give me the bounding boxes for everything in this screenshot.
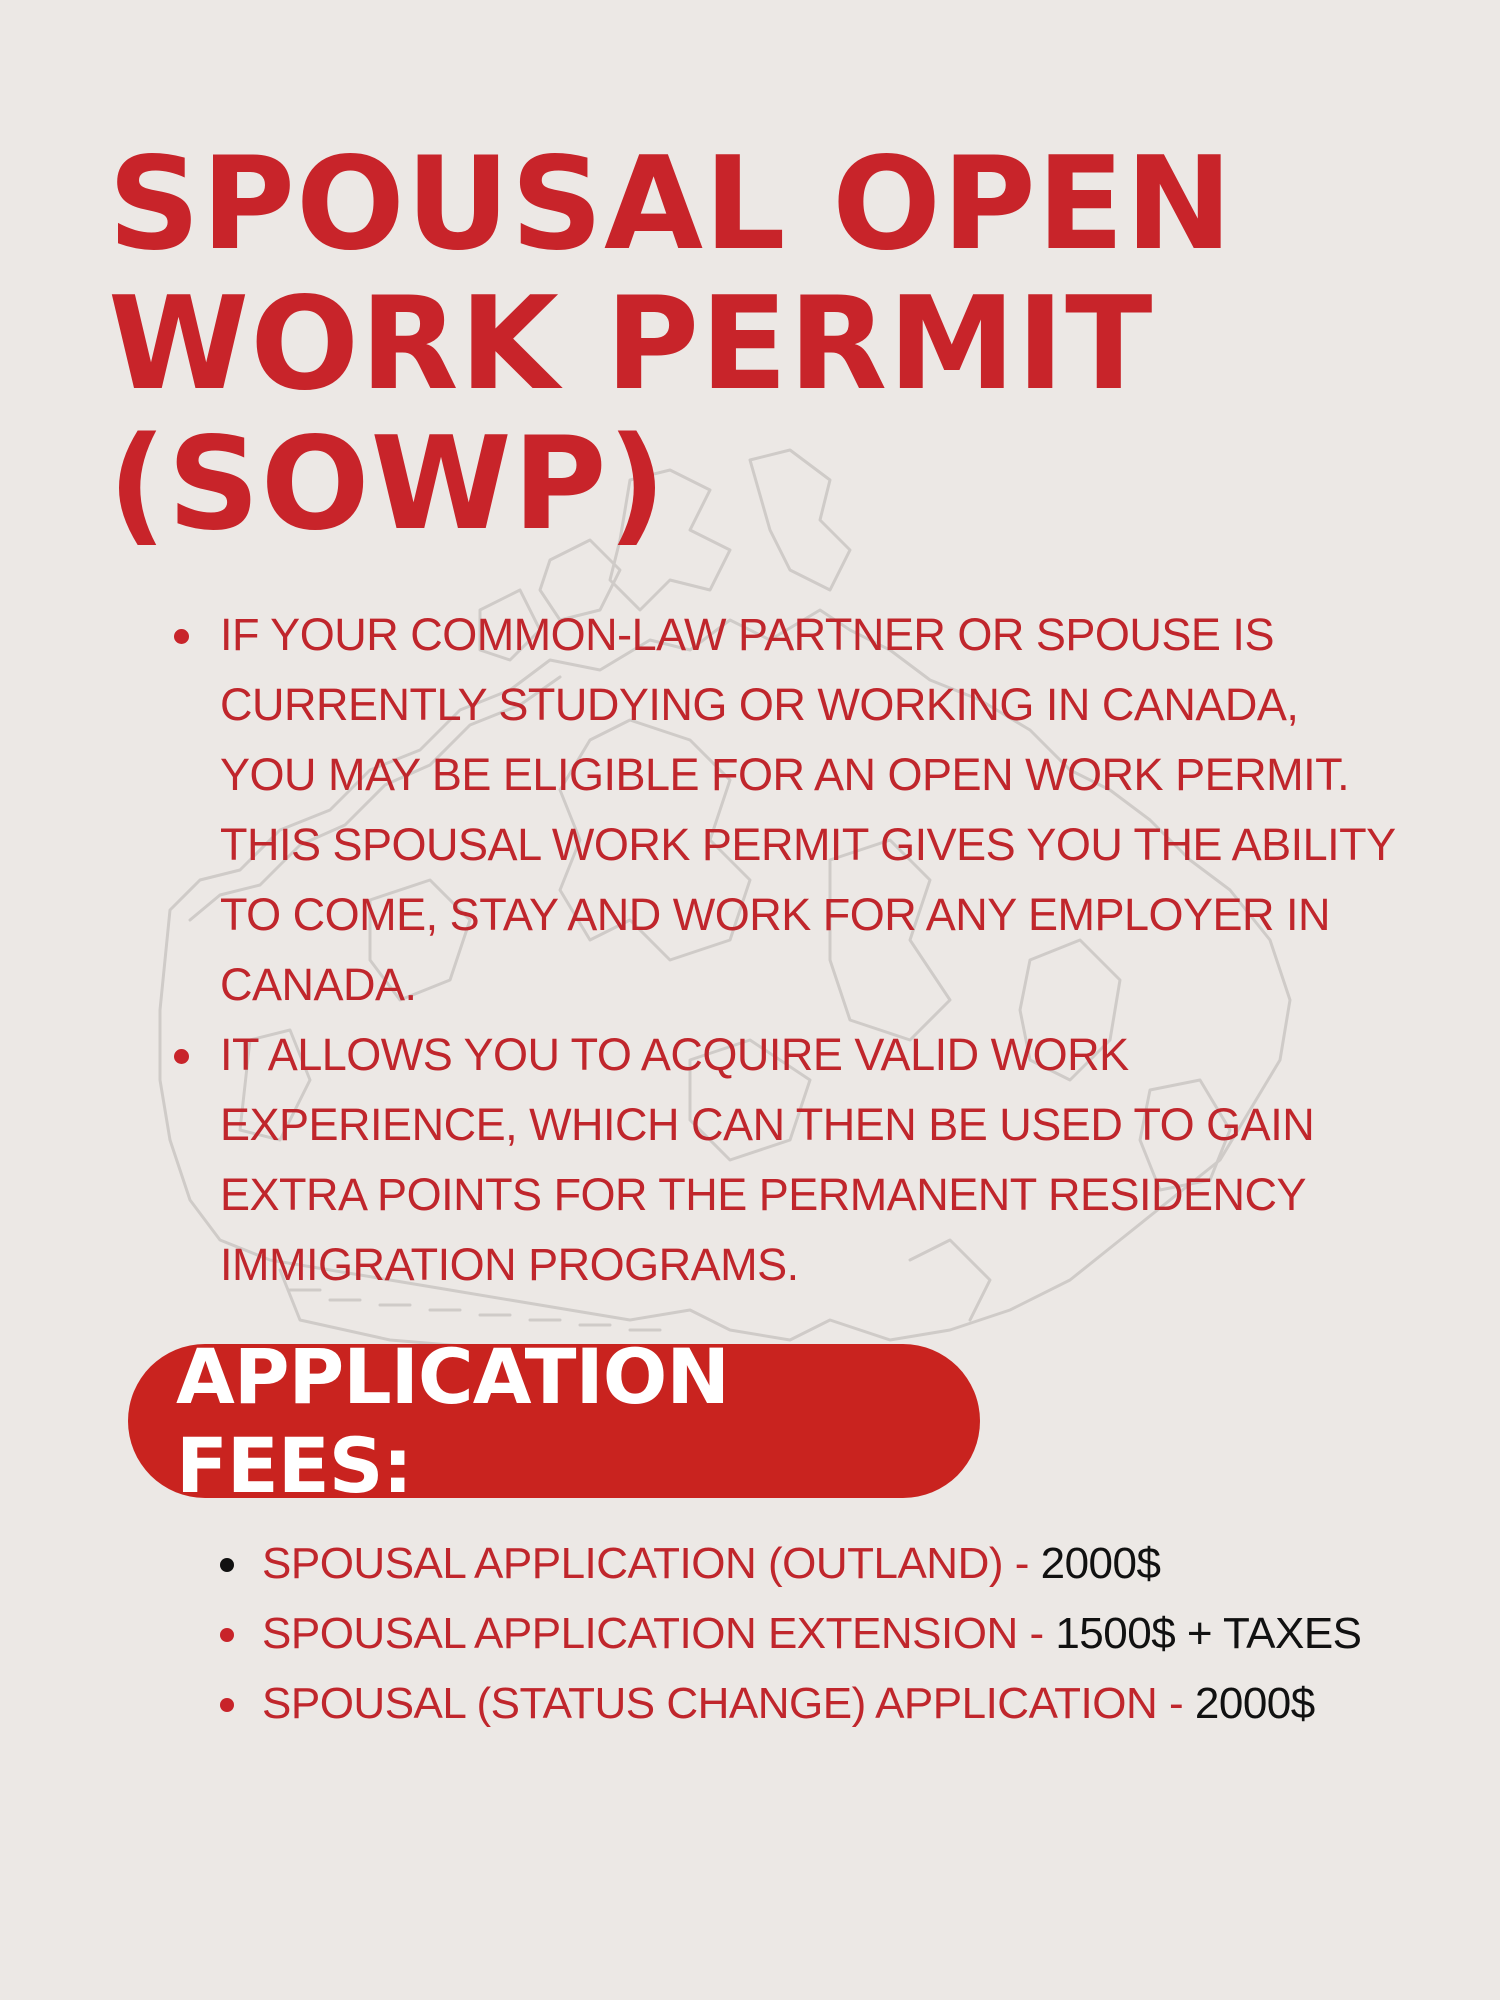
fee-label: SPOUSAL (STATUS CHANGE) APPLICATION - (262, 1679, 1195, 1728)
fee-item-extension (218, 1600, 1398, 1668)
fee-list (218, 1530, 1398, 1740)
fee-item-outland (218, 1530, 1398, 1598)
fee-amount: 2000$ (1040, 1539, 1161, 1588)
fee-amount: 1500$ + TAXES (1055, 1609, 1362, 1658)
fee-item-status-change (218, 1670, 1398, 1738)
info-point-common-law-eligibility: IF YOUR COMMON-LAW PARTNER OR SPOUSE IS CURRENTLY STUDYING OR WORKING IN CANADA, YOU MAY BE ELIGIBLE FOR AN OPEN WORK PERMIT. THIS SPOUSAL WORK PERMIT GIVES YOU THE ABILITY TO COME, STAY AND WORK FOR ANY EMPLOYER IN CANADA. (172, 600, 1402, 1020)
info-point-work-experience: IT ALLOWS YOU TO ACQUIRE VALID WORK EXPERIENCE, WHICH CAN THEN BE USED TO GAIN EXTRA POINTS FOR THE PERMANENT RESIDENCY IMMIGRATION PROGRAMS. (172, 1020, 1402, 1300)
application-fees-heading: APPLICATION FEES: (176, 1332, 729, 1510)
page-title: SPOUSAL OPEN WORK PERMIT (SOWP) (108, 130, 1234, 559)
info-list (172, 600, 1402, 1300)
application-fees-heading-banner (128, 1332, 980, 1510)
fee-label: SPOUSAL APPLICATION (OUTLAND) - (262, 1539, 1041, 1588)
fee-amount: 2000$ (1194, 1679, 1315, 1728)
fee-label: SPOUSAL APPLICATION EXTENSION - (262, 1609, 1056, 1658)
